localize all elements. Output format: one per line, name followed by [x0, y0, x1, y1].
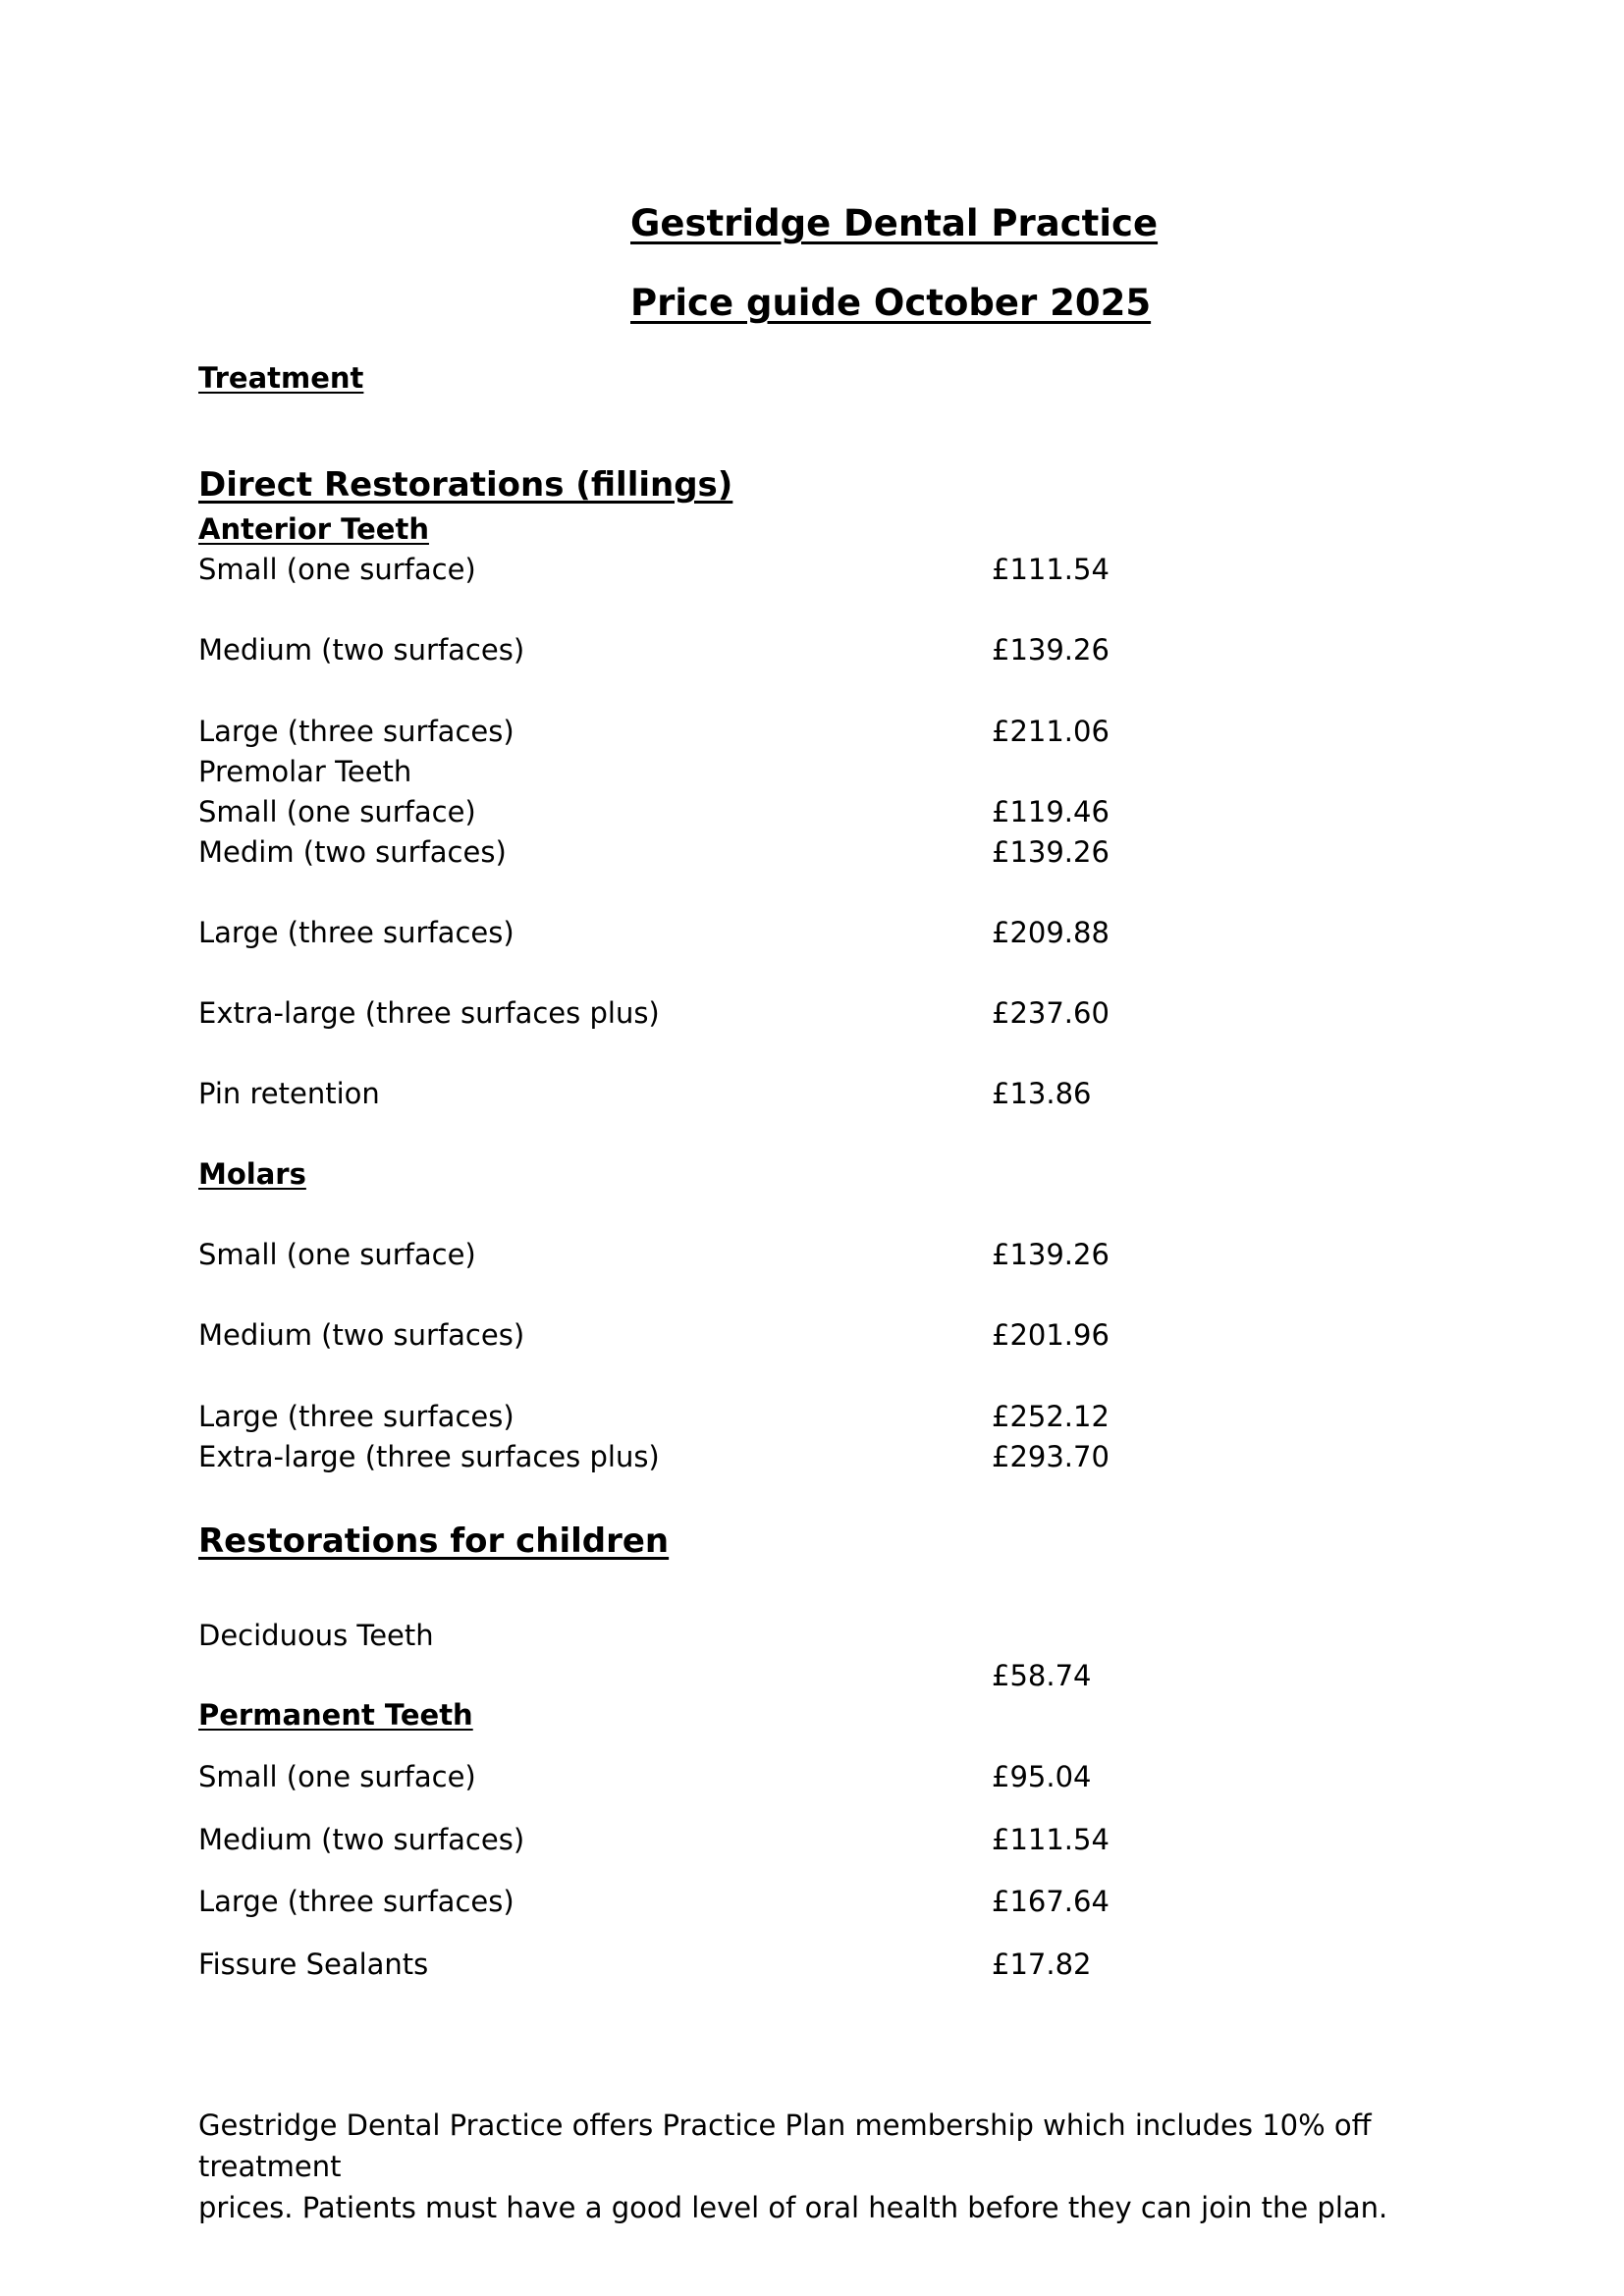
subheading-premolar-teeth: Premolar Teeth [198, 755, 412, 788]
item-price: £139.26 [992, 633, 1110, 667]
item-name: Small (one surface) [198, 795, 476, 828]
item-price: £209.88 [992, 916, 1110, 949]
item-name: Large (three surfaces) [198, 715, 514, 748]
item-name: Medium (two surfaces) [198, 1823, 525, 1856]
item-price: £252.12 [992, 1400, 1110, 1433]
item-price-deciduous: £58.74 [992, 1659, 1092, 1692]
footer-line-1: Gestridge Dental Practice offers Practice Plan membership which includes 10% off treatment [198, 2109, 1372, 2183]
item-name: Small (one surface) [198, 1238, 476, 1271]
section-heading-direct-restorations: Direct Restorations (fillings) [198, 465, 733, 505]
page-subtitle: Price guide October 2025 [630, 282, 1152, 324]
page-title: Gestridge Dental Practice [630, 202, 1159, 244]
subheading-molars: Molars [198, 1157, 306, 1191]
item-price: £201.96 [992, 1318, 1110, 1352]
item-name: Small (one surface) [198, 1760, 476, 1793]
item-price: £17.82 [992, 1948, 1092, 1981]
treatment-label: Treatment [198, 361, 364, 395]
footer-line-2: prices. Patients must have a good level of oral health before they can join the plan. [198, 2191, 1388, 2224]
item-name: Small (one surface) [198, 553, 476, 586]
item-price: £111.54 [992, 1823, 1110, 1856]
section-heading-children: Restorations for children [198, 1522, 670, 1561]
item-name: Extra-large (three surfaces plus) [198, 996, 660, 1030]
item-price: £13.86 [992, 1077, 1092, 1110]
item-name: Large (three surfaces) [198, 1400, 514, 1433]
item-price: £211.06 [992, 715, 1110, 748]
item-price: £95.04 [992, 1760, 1092, 1793]
item-price: £167.64 [992, 1885, 1110, 1918]
item-price: £119.46 [992, 795, 1110, 828]
subheading-anterior-teeth: Anterior Teeth [198, 512, 429, 546]
item-name: Medim (two surfaces) [198, 835, 507, 869]
item-name: Medium (two surfaces) [198, 633, 525, 667]
item-name: Pin retention [198, 1077, 380, 1110]
item-price: £139.26 [992, 835, 1110, 869]
footer-note [198, 2105, 1475, 2228]
item-name: Large (three surfaces) [198, 1885, 514, 1918]
item-name: Extra-large (three surfaces plus) [198, 1440, 660, 1473]
item-name: Fissure Sealants [198, 1948, 429, 1981]
item-price: £111.54 [992, 553, 1110, 586]
item-price: £237.60 [992, 996, 1110, 1030]
item-name: Medium (two surfaces) [198, 1318, 525, 1352]
subheading-permanent-teeth: Permanent Teeth [198, 1698, 473, 1732]
item-name-deciduous: Deciduous Teeth [198, 1619, 434, 1652]
item-price: £293.70 [992, 1440, 1110, 1473]
item-name: Large (three surfaces) [198, 916, 514, 949]
item-price: £139.26 [992, 1238, 1110, 1271]
